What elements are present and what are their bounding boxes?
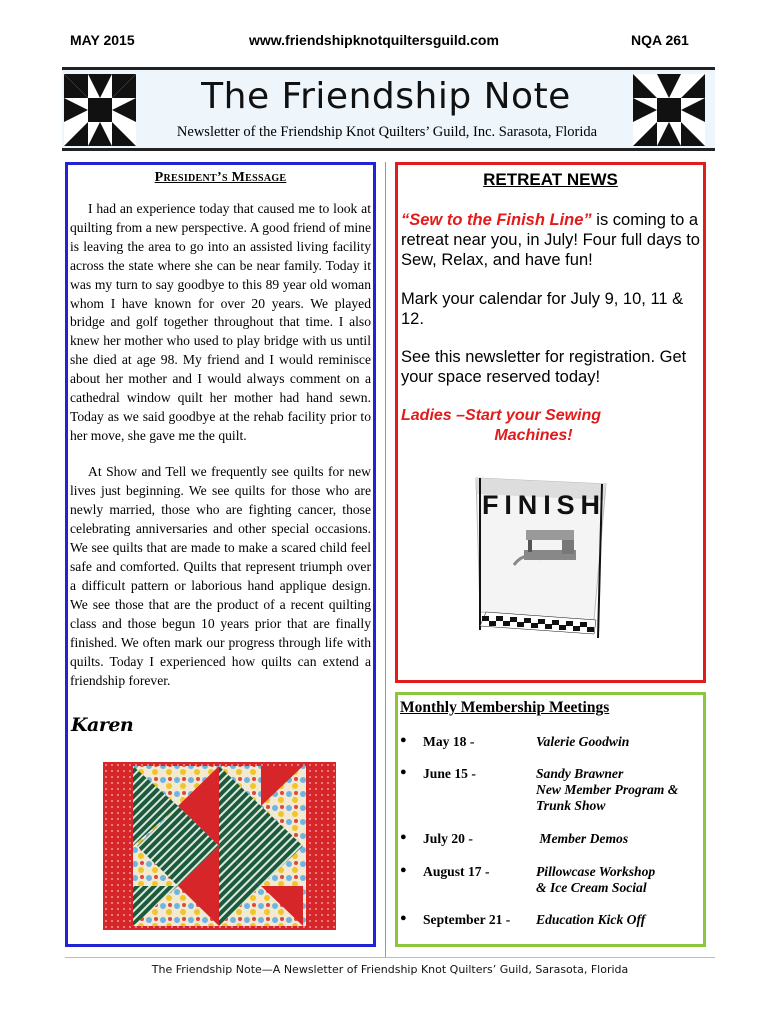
quilt-block-left-icon <box>64 74 136 146</box>
quilt-block-right-icon <box>633 74 705 146</box>
issue-date: MAY 2015 <box>70 32 135 48</box>
retreat-p4-line1: Ladies –Start your Sewing <box>401 407 602 424</box>
bullet-icon: ● <box>400 734 407 746</box>
retreat-p4-line2: Machines! <box>494 427 573 444</box>
meeting-date: July 20 - <box>423 831 473 846</box>
retreat-quote: “Sew to the Finish Line” <box>401 211 592 229</box>
president-heading: President’s Message <box>154 170 287 185</box>
retreat-heading: RETREAT NEWS <box>483 170 618 189</box>
finish-line-graphic <box>466 470 611 645</box>
nqa-number: NQA 261 <box>631 32 689 48</box>
meeting-date: September 21 - <box>423 912 511 927</box>
meeting-item <box>400 864 700 900</box>
signature: Karen <box>71 714 134 736</box>
meeting-date: May 18 - <box>423 734 475 749</box>
retreat-paragraph-2: Mark your calendar for July 9, 10, 11 & 12. <box>401 290 684 328</box>
finish-sign-text: FINISH <box>482 490 600 520</box>
retreat-paragraph-3: See this newsletter for registration. Get your space reserved today! <box>401 348 687 386</box>
meeting-date: June 15 - <box>423 766 476 781</box>
retreat-p1-text: is coming to a retreat near you, in July! Four full days to Sew, Relax, and have fun! <box>401 211 700 269</box>
meeting-event: Member Demos <box>536 831 629 846</box>
newsletter-subtitle: Newsletter of the Friendship Knot Quilters’ Guild, Inc. Sarasota, Florida <box>176 124 598 140</box>
meeting-date: August 17 - <box>423 864 490 879</box>
meeting-event: Sandy Brawner New Member Program & Trunk Show <box>536 766 679 813</box>
bullet-icon: ● <box>400 864 407 876</box>
meeting-event: Education Kick Off <box>536 912 646 927</box>
meeting-event: Valerie Goodwin <box>536 734 630 749</box>
footer-text: The Friendship Note—A Newsletter of Friendship Knot Quilters’ Guild, Sarasota, Florida <box>151 963 629 976</box>
meetings-box <box>395 692 706 947</box>
retreat-paragraph-1 <box>401 210 701 270</box>
meeting-item <box>400 766 700 818</box>
bullet-icon: ● <box>400 766 407 778</box>
footer-rule <box>65 957 715 958</box>
website-link[interactable]: www.friendshipknotquiltersguild.com <box>249 32 499 48</box>
meeting-event: Pillowcase Workshop & Ice Cream Social <box>536 864 656 895</box>
president-paragraph-2: At Show and Tell we frequently see quilts for new lives just beginning. We see quilts for those who are newly married, those who are fighting cancer, those celebrating anniversaries and other special occasions. We see quilts that are made to make a scared child feel safe and comforted. Quilts that represent triumph over a difficult pattern or laborious hand applique design. We see those that are the product of a recent quilting class and those begun 10 years prior that are finally finished. We often mark our progress through life with quilts. Today I experienced how quilts can extend a friendship forever. <box>70 464 371 688</box>
column-divider <box>385 162 386 957</box>
meetings-heading: Monthly Membership Meetings <box>400 699 610 716</box>
president-paragraph-1: I had an experience today that caused me to look at quilting from a new perspective. A good friend of mine is leaving the area to go into an assisted living facility across the state where she can be near family. Today it was my turn to say goodbye to this 89 year old woman whom I have known for over 20 years. We played bridge and golf together throughout that time. I also knew her mother who used to play bridge with us until she died at age 98. My friend and I would reminisce about her mother and I would always comment on a cathedral window quilt her mother had hand sewn. Today as we said goodbye at the rehab facility prior to her move, she gave me the quilt. <box>70 201 371 443</box>
newsletter-title: The Friendship Note <box>201 76 571 117</box>
retreat-paragraph-4 <box>401 406 641 446</box>
bullet-icon: ● <box>400 912 407 924</box>
quilt-photo <box>103 762 336 930</box>
meeting-item <box>400 831 700 851</box>
meeting-item <box>400 912 700 932</box>
bullet-icon: ● <box>400 831 407 843</box>
meeting-item <box>400 734 700 754</box>
